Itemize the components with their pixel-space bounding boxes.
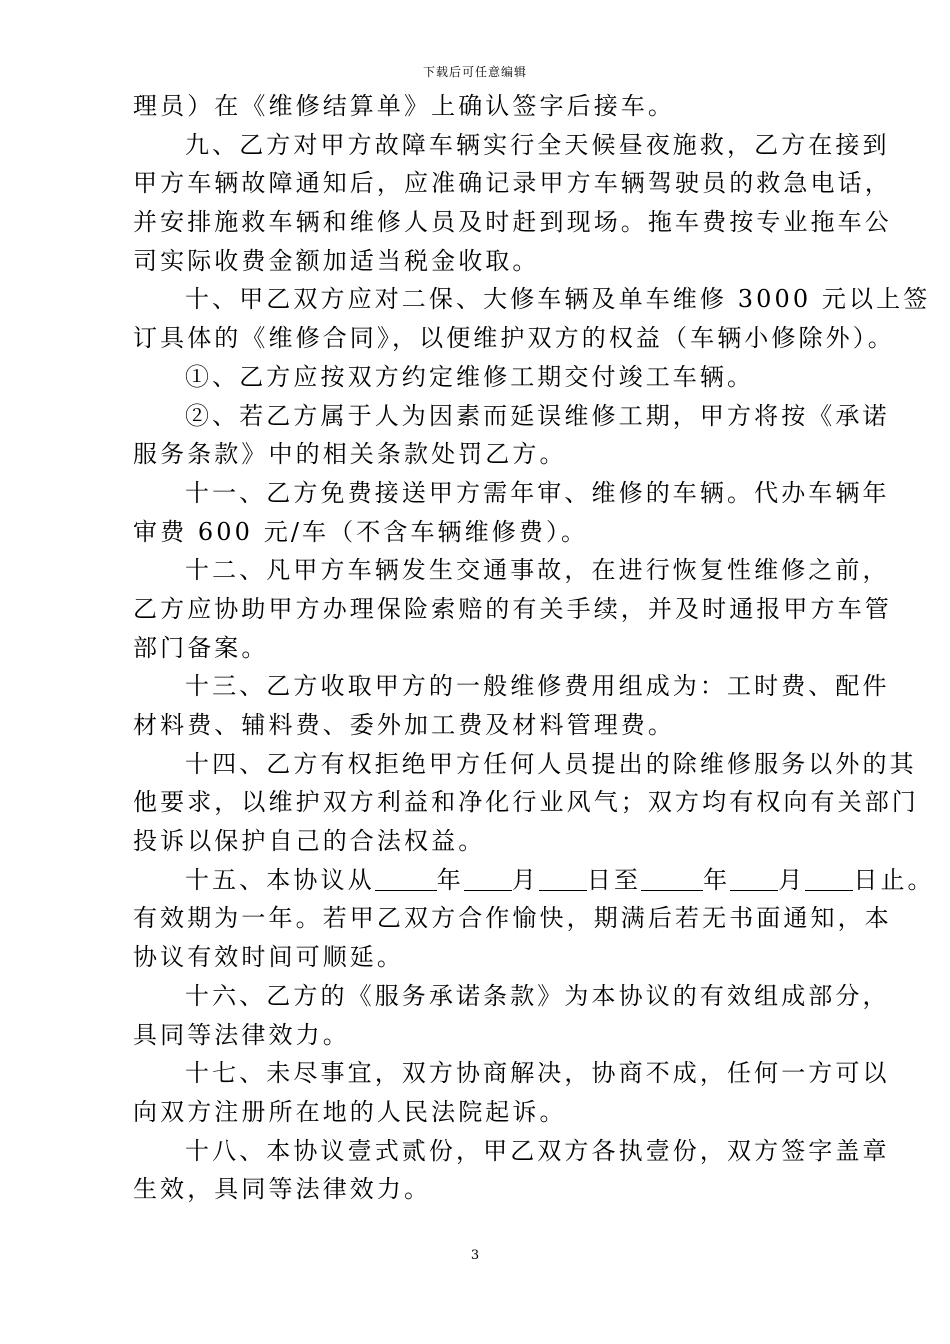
clause-17	[133, 1054, 890, 1131]
text-line: 理员）在《维修结算单》上确认签字后接车。	[133, 92, 675, 120]
clause-15	[133, 861, 935, 977]
text-line: 并安排施救车辆和维修人员及时赶到现场。拖车费按专业拖车公	[133, 208, 892, 237]
term-prefix: 十五、本协议从	[185, 865, 375, 894]
text-line: ①、乙方应按双方约定维修工期交付竣工车辆。	[185, 362, 755, 391]
clause-10-item-1	[133, 358, 868, 397]
blank-start-day[interactable]	[539, 864, 587, 891]
clause-10	[133, 280, 931, 357]
text-line: 他要求，以维护双方利益和净化行业风气；双方均有权向有关部门	[133, 788, 919, 817]
text-line: 十三、乙方收取甲方的一般维修费用组成为：工时费、配件	[185, 672, 890, 701]
term-year-label: 年	[436, 865, 464, 894]
text-line: 有效期为一年。若甲乙双方合作愉快，期满后若无书面通知，本	[133, 904, 892, 933]
clause-8-tail	[133, 87, 868, 126]
text-line: 十七、未尽事宜，双方协商解决，协商不成，任何一方可以	[185, 1059, 890, 1088]
blank-end-day[interactable]	[805, 864, 853, 891]
blank-start-month[interactable]	[464, 864, 512, 891]
text-line: 订具体的《维修合同》，以便维护双方的权益（车辆小修除外）。	[133, 324, 895, 353]
text-line: 部门备案。	[133, 633, 269, 662]
text-line: 服务条款》中的相关条款处罚乙方。	[133, 440, 567, 469]
text-line: 九、乙方对甲方故障车辆实行全天候昼夜施救，乙方在接到	[185, 130, 890, 159]
text-line: 十、甲乙双方应对二保、大修车辆及单车维修 3000 元以上签	[185, 285, 931, 314]
text-line: 十二、凡甲方车辆发生交通事故，在进行恢复性维修之前，	[185, 556, 890, 585]
clause-13	[133, 667, 890, 744]
text-line: 投诉以保护自己的合法权益。	[133, 827, 486, 856]
text-line: 乙方应协助甲方办理保险索赔的有关手续，并及时通报甲方车管	[133, 594, 892, 623]
term-month-label: 月	[511, 865, 539, 894]
blank-end-year[interactable]	[641, 864, 703, 891]
text-line: 十八、本协议壹式贰份，甲乙双方各执壹份，双方签字盖章	[185, 1136, 890, 1165]
text-line: 十四、乙方有权拒绝甲方任何人员提出的除维修服务以外的其	[185, 749, 917, 778]
term-month-label: 月	[778, 865, 806, 894]
text-line: 甲方车辆故障通知后，应准确记录甲方车辆驾驶员的救急电话，	[133, 169, 892, 198]
text-line: 审费 600 元/车（不含车辆维修费）。	[133, 517, 589, 546]
text-line: 具同等法律效力。	[133, 1020, 350, 1049]
text-line: 协议有效时间可顺延。	[133, 943, 404, 972]
text-line: 生效，具同等法律效力。	[133, 1175, 432, 1204]
clause-18	[133, 1132, 890, 1209]
term-year-label: 年	[703, 865, 731, 894]
blank-start-year[interactable]	[375, 864, 437, 891]
text-line: 十六、乙方的《服务承诺条款》为本协议的有效组成部分，	[185, 981, 890, 1010]
term-day-to-label: 日至	[586, 865, 642, 894]
clause-14	[133, 745, 919, 861]
clause-9	[133, 126, 892, 281]
page-header: 下载后可任意编辑	[422, 65, 527, 79]
text-line: 向双方注册所在地的人民法院起诉。	[133, 1097, 567, 1126]
text-line: 十一、乙方免费接送甲方需年审、维修的车辆。代办车辆年	[185, 478, 890, 507]
text-line: 材料费、辅料费、委外加工费及材料管理费。	[133, 711, 675, 739]
term-line	[133, 861, 935, 900]
clause-12	[133, 551, 892, 667]
clause-10-item-2	[133, 397, 890, 474]
clause-11	[133, 474, 890, 551]
page-number: 3	[470, 1248, 480, 1263]
text-line: ②、若乙方属于人为因素而延误维修工期，甲方将按《承诺	[185, 401, 890, 430]
document-body	[133, 87, 935, 1209]
blank-end-month[interactable]	[730, 864, 778, 891]
clause-16	[133, 977, 890, 1054]
text-line: 司实际收费金额加适当税金收取。	[133, 246, 540, 275]
term-day-end-label: 日止。	[853, 865, 935, 894]
